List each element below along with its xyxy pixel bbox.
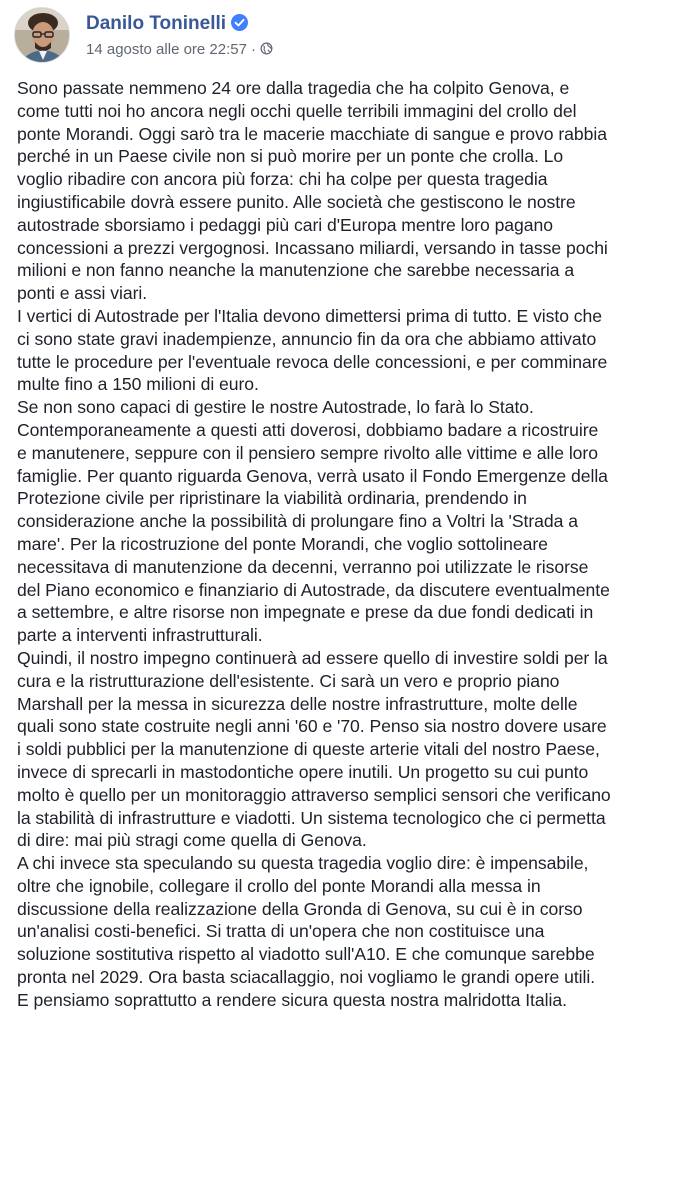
author-name-link[interactable] xyxy=(86,13,248,35)
globe-icon[interactable] xyxy=(260,42,273,55)
post-body xyxy=(17,77,699,1012)
post-paragraph-4: Quindi, il nostro impegno continuerà ad essere quello di investire soldi per la cura e la ristrutturazione dell'esistente. Ci sarà un vero e proprio piano Marshall per la messa in sicurezza delle nostre infrastrutture, molte delle quali sono state costruite negli anni '60 e '70. Penso sia nostro dovere usare i soldi pubblici per la manutenzione di queste arterie vitali del nostro Paese, invece di sprecarli in mastodontiche opere inutili. Un progetto su cui punto molto è quello per un monitoraggio attraverso semplici sensori che verificano la stabilità di infrastrutture e viadotti. Un sistema tecnologico che ci permetta di dire: mai più stragi come quella di Genova. xyxy=(17,647,611,851)
post-paragraph-5: A chi invece sta speculando su questa tragedia voglio dire: è impensabile, oltre che ignobile, collegare il crollo del ponte Morandi alla messa in discussione della realizzazione della Gronda di Genova, su cui è in corso un'analisi costi-benefici. Si tratta di un'opera che non costituisce una soluzione sostitutiva rispetto al viadotto sull'A10. E che comunque sarebbe pronta nel 2029. Ora basta sciacallaggio, noi vogliamo le grandi opere utili. E pensiamo soprattutto a rendere sicura questa nostra malridotta Italia. xyxy=(17,853,596,1010)
post-paragraph-3: Se non sono capaci di gestire le nostre Autostrade, lo farà lo Stato. Contemporaneamente a questi atti doverosi, dobbiamo badare a ricostruire e manutenere, seppure con il pensiero sempre rivolto alle vittime e alle loro famiglie. Per quanto riguarda Genova, verrà usato il Fondo Emergenze della Protezione civile per ripristinare la viabilità ordinaria, prendendo in considerazione anche la possibilità di prolungare fino a Voltri la 'Strada a mare'. Per la ricostruzione del ponte Morandi, che voglio sottolineare necessitava di manutenzione da decenni, verranno poi utilizzate le risorse del Piano economico e finanziario di Autostrade, da discutere eventualmente a settembre, e altre risorse non impegnate e prese da due fondi dedicati in parte a interventi infrastrutturali. xyxy=(17,397,610,646)
meta-separator: · xyxy=(250,41,256,58)
avatar-photo-icon xyxy=(15,8,70,63)
verified-badge-icon xyxy=(231,14,248,31)
author-name: Danilo Toninelli xyxy=(86,13,227,34)
avatar[interactable] xyxy=(14,7,70,63)
post-paragraph-2: I vertici di Autostrade per l'Italia devono dimettersi prima di tutto. E visto che ci sono state gravi inadempienze, annuncio fin da ora che abbiamo attivato tutte le procedure per l'eventuale revoca delle concessioni, e per comminare multe fino a 150 milioni di euro. xyxy=(17,305,608,395)
post-meta xyxy=(86,41,273,58)
post-paragraph-1: Sono passate nemmeno 24 ore dalla tragedia che ha colpito Genova, e come tutti noi ho ancora negli occhi quelle terribili immagini del crollo del ponte Morandi. Oggi sarò tra le macerie macchiate di sangue e provo rabbia perché in un Paese civile non si può morire per un ponte che crolla. Lo voglio ribadire con ancora più forza: chi ha colpe per questa tragedia ingiustificabile dovrà essere punito. Alle società che gestiscono le nostre autostrade sborsiamo i pedaggi più cari d'Europa mentre loro pagano concessioni a prezzi vergognosi. Incassano miliardi, versando in tasse pochi milioni e non fanno neanche la manutenzione che sarebbe necessaria a ponti e assi viari. xyxy=(17,78,608,304)
timestamp-link[interactable]: 14 agosto alle ore 22:57 xyxy=(86,41,247,58)
post-header xyxy=(14,7,686,67)
